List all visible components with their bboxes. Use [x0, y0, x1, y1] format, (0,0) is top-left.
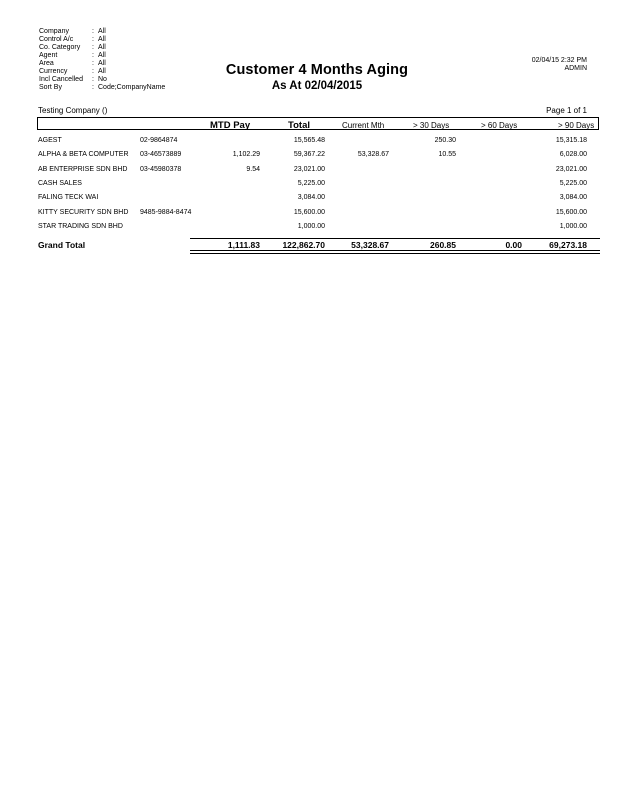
cell-d30: 10.55 — [438, 151, 456, 159]
customer-name: ALPHA & BETA COMPUTER — [38, 151, 129, 159]
grand-total-current: 53,328.67 — [351, 240, 389, 250]
cell-total: 1,000.00 — [297, 222, 325, 230]
table-row — [0, 180, 618, 192]
customer-phone: 9485-9884-8474 — [140, 208, 192, 216]
table-row — [0, 166, 618, 178]
cell-d90: 1,000.00 — [559, 222, 587, 230]
grand-total-60: 0.00 — [505, 240, 522, 250]
col-header-90: > 90 Days — [558, 121, 595, 130]
customer-name: KITTY SECURITY SDN BHD — [38, 208, 129, 216]
customer-phone: 02-9864874 — [140, 137, 178, 144]
filter-label: Agent — [39, 52, 58, 59]
customer-name: CASH SALES — [38, 179, 82, 187]
report-title: Customer 4 Months Aging — [225, 62, 409, 78]
filter-sep: : — [92, 36, 94, 43]
printed-at: 02/04/15 2:32 PM — [531, 57, 587, 64]
customer-phone: 03-45980378 — [140, 165, 182, 173]
filter-label: Area — [39, 60, 54, 67]
filter-sep: : — [92, 60, 94, 67]
customer-name: FALING TECK WAI — [38, 194, 99, 202]
cell-d90: 6,028.00 — [559, 151, 587, 159]
filter-value: All — [98, 68, 106, 75]
filter-row — [39, 36, 165, 44]
cell-total: 23,021.00 — [293, 165, 325, 173]
col-header-30: > 30 Days — [413, 121, 450, 130]
filter-value: All — [98, 60, 106, 67]
filter-value: All — [98, 28, 106, 35]
grand-total-30: 260.85 — [430, 240, 456, 250]
cell-total: 15,565.48 — [293, 137, 325, 144]
grand-total-label: Grand Total — [38, 240, 86, 250]
filter-value: Code;CompanyName — [98, 84, 166, 91]
filter-label: Incl Cancelled — [39, 76, 83, 83]
cell-total: 5,225.00 — [297, 179, 325, 187]
cell-d90: 23,021.00 — [555, 165, 587, 173]
customer-phone: 03-46573889 — [140, 151, 182, 159]
cell-total: 3,084.00 — [297, 194, 325, 202]
cell-total: 59,367.22 — [293, 151, 325, 159]
filter-row — [39, 44, 165, 52]
filter-label: Control A/c — [39, 36, 74, 43]
customer-name: AGEST — [38, 137, 62, 144]
filter-value: No — [98, 76, 107, 83]
filter-sep: : — [92, 84, 94, 91]
filter-label: Company — [39, 28, 69, 35]
filter-label: Co. Category — [39, 44, 81, 51]
col-header-mtd: MTD Pay — [210, 120, 251, 131]
print-stamp — [532, 57, 587, 73]
filter-label: Currency — [39, 68, 68, 75]
filter-value: All — [98, 36, 106, 43]
table-row — [0, 137, 618, 149]
table-row — [0, 151, 618, 163]
filter-sep: : — [92, 68, 94, 75]
grand-total-top-rule — [190, 238, 600, 239]
col-header-current: Current Mth — [342, 121, 385, 130]
customer-name: AB ENTERPRISE SDN BHD — [38, 165, 128, 173]
col-header-total: Total — [288, 120, 310, 131]
filter-label: Sort By — [39, 84, 62, 91]
report-subtitle: As At 02/04/2015 — [271, 80, 363, 92]
company-name: Testing Company () — [38, 106, 108, 115]
filter-sep: : — [92, 52, 94, 59]
filter-value: All — [98, 44, 106, 51]
table-row — [0, 223, 618, 235]
table-row — [0, 194, 618, 206]
grand-total-total: 122,862.70 — [282, 240, 325, 250]
cell-d90: 5,225.00 — [559, 179, 587, 187]
cell-total: 15,600.00 — [293, 208, 325, 216]
customer-name: STAR TRADING SDN BHD — [38, 222, 123, 230]
filter-sep: : — [92, 76, 94, 83]
table-row — [0, 209, 618, 221]
filter-sep: : — [92, 28, 94, 35]
col-header-60: > 60 Days — [481, 121, 518, 130]
grand-total-double-rule — [190, 250, 600, 254]
cell-d90: 15,600.00 — [555, 208, 587, 216]
report-subtitle-wrap — [0, 80, 618, 92]
cell-d90: 3,084.00 — [559, 194, 587, 202]
page-number: Page 1 of 1 — [546, 106, 587, 115]
grand-total-mtd: 1,111.83 — [227, 240, 260, 250]
cell-d30: 250.30 — [434, 137, 456, 144]
cell-mtd: 9.54 — [246, 165, 260, 173]
report-title-wrap — [0, 62, 618, 78]
cell-current: 53,328.67 — [357, 151, 389, 159]
printed-by: ADMIN — [564, 65, 587, 72]
filter-sep: : — [92, 44, 94, 51]
filter-row — [39, 52, 165, 60]
grand-total-90: 69,273.18 — [549, 240, 587, 250]
cell-d90: 15,315.18 — [555, 137, 587, 144]
cell-mtd: 1,102.29 — [232, 151, 260, 159]
filter-row — [39, 28, 165, 36]
filter-value: All — [98, 52, 106, 59]
